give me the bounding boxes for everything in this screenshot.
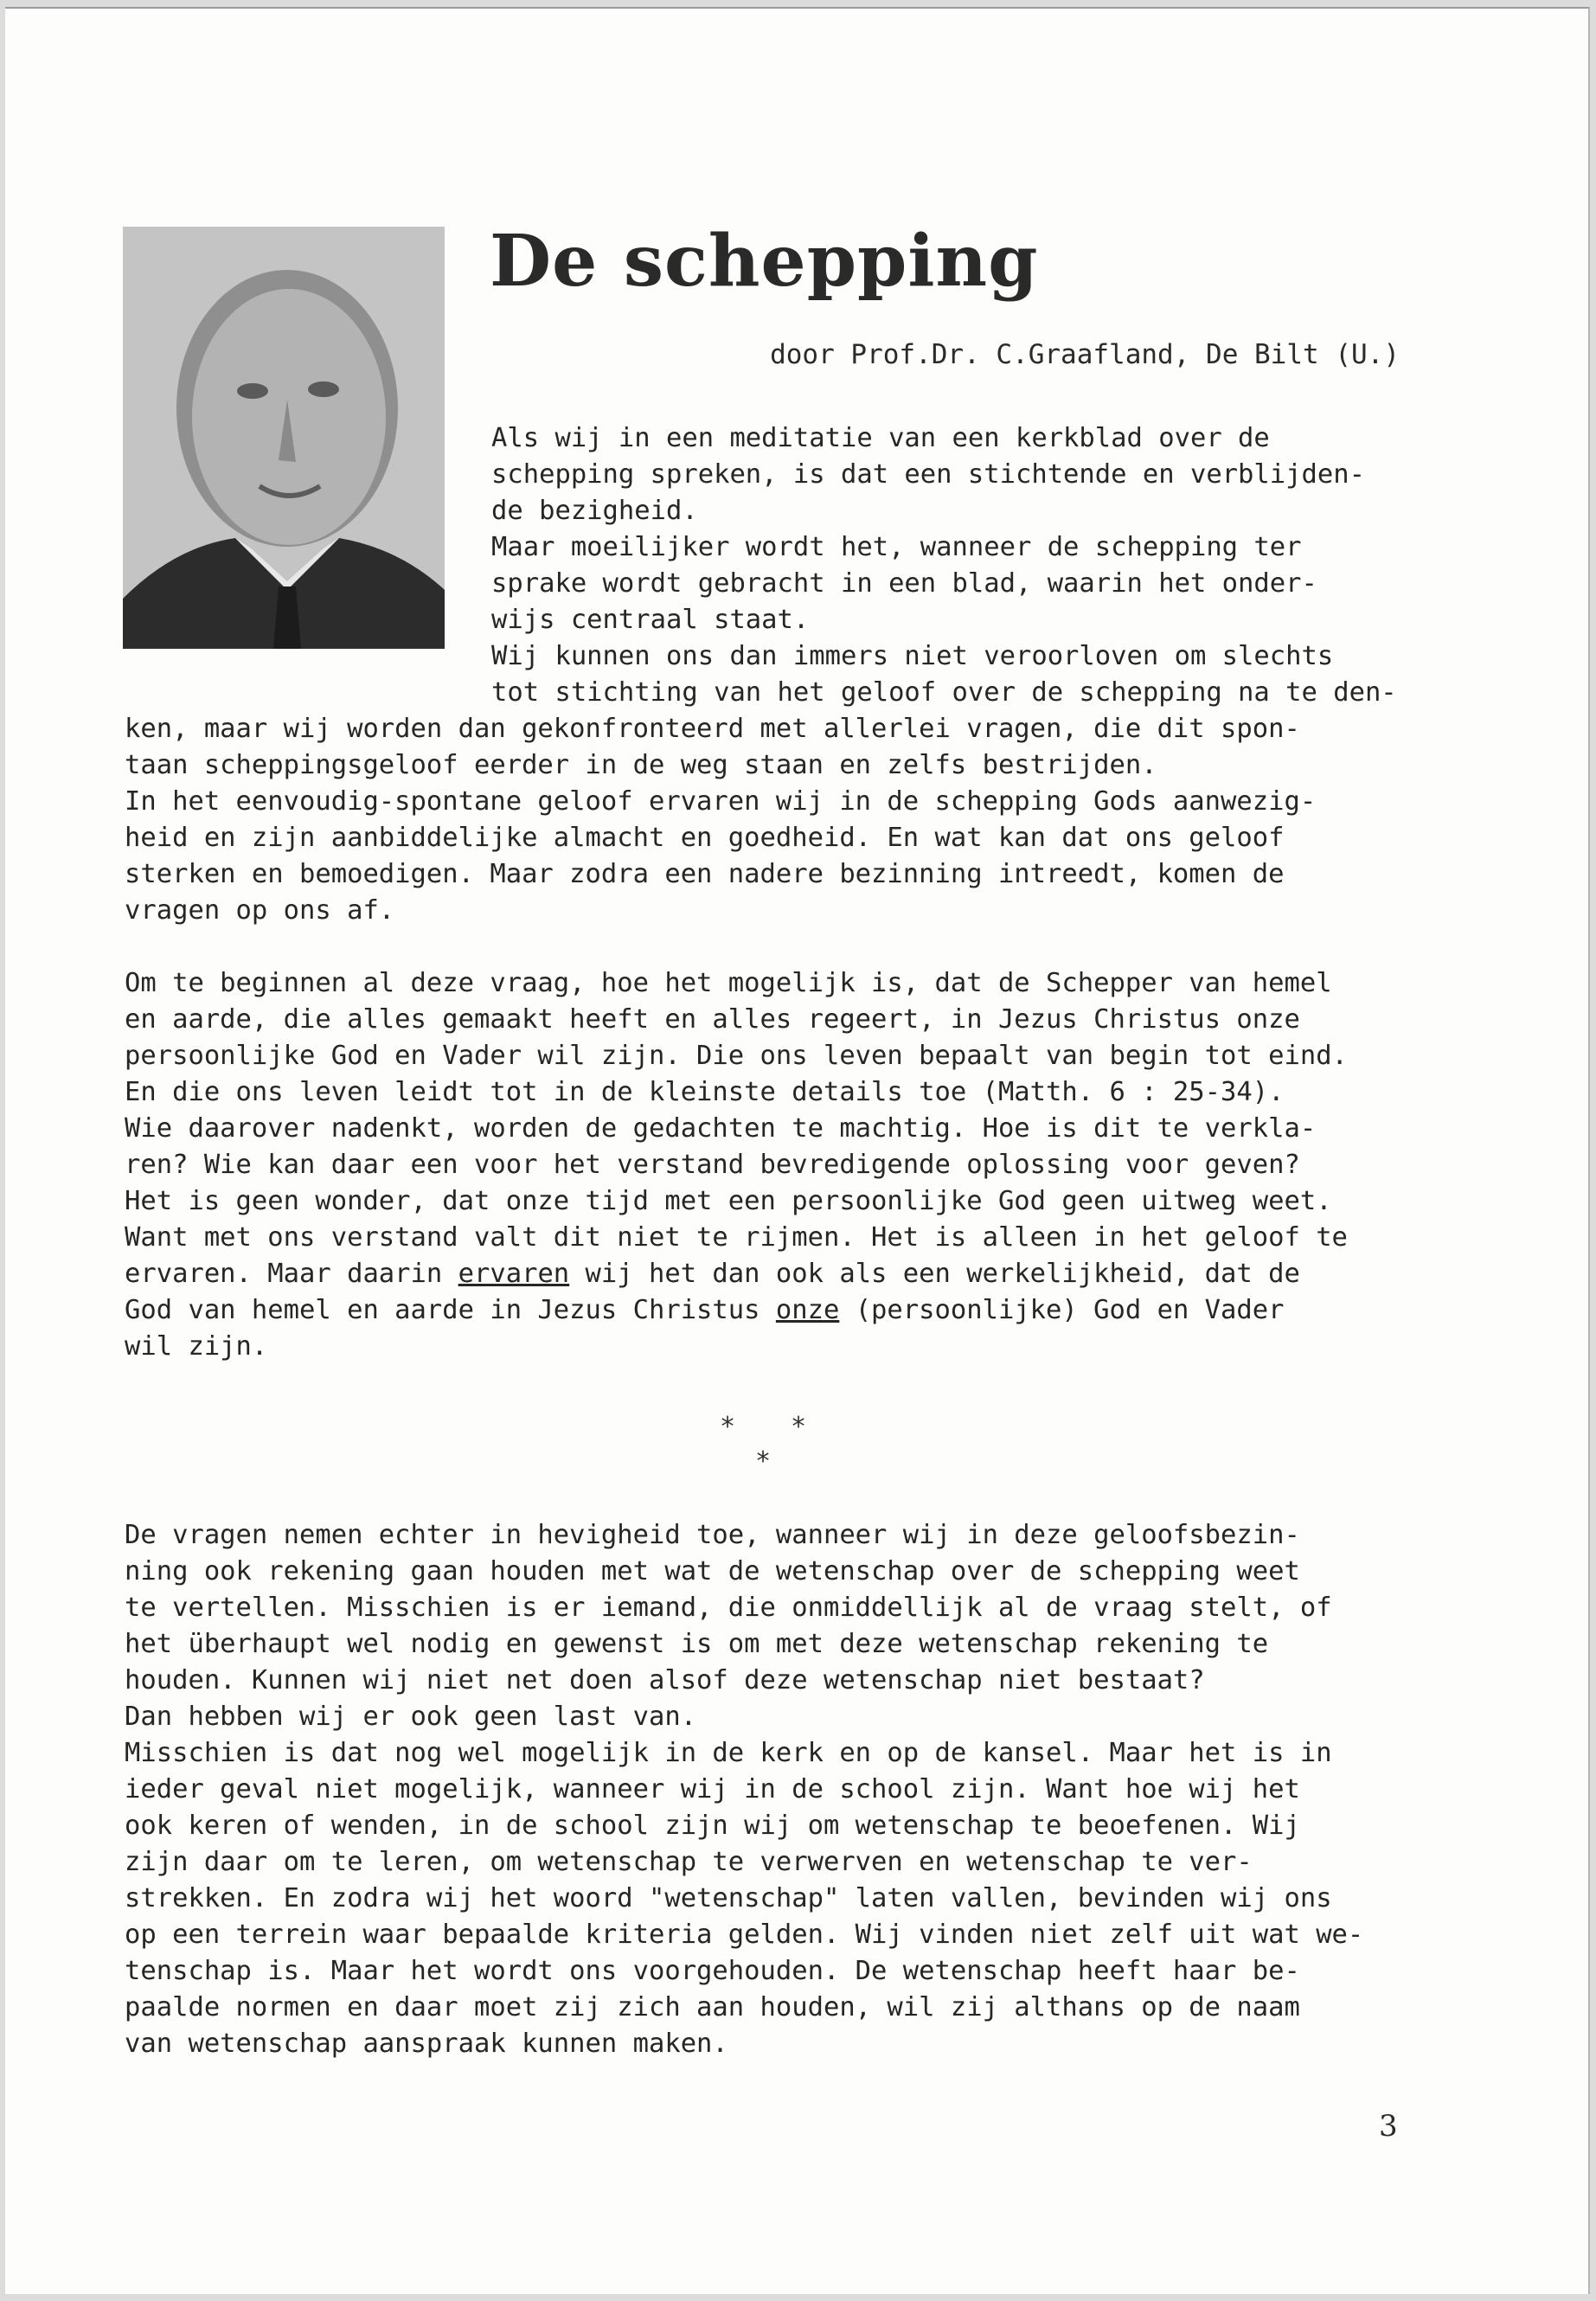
underlined-word: ervaren (458, 1259, 570, 1289)
text-segment: wij het dan ook als een werkelijkheid, dat de (569, 1259, 1300, 1289)
separator-star: * (755, 1446, 772, 1477)
page-number: 3 (1379, 2109, 1398, 2144)
separator-star: * (791, 1412, 807, 1442)
text-line: Wie daarover nadenkt, worden de gedachten te machtig. Hoe is dit te verkla- (125, 1113, 1317, 1144)
text-segment: ervaren. Maar daarin (125, 1259, 458, 1289)
text-line: de bezigheid. (491, 496, 698, 526)
text-line: schepping spreken, is dat een stichtende en verblijden- (491, 459, 1365, 490)
text-line: paalde normen en daar moet zij zich aan houden, wil zij althans op de naam (125, 1992, 1300, 2022)
text-line: strekken. En zodra wij het woord "wetenschap" laten vallen, bevinden wij ons (125, 1883, 1332, 1913)
text-line: heid en zijn aanbiddelijke almacht en goedheid. En wat kan dat ons geloof (125, 823, 1285, 853)
text-line: sterken en bemoedigen. Maar zodra een nadere bezinning intreedt, komen de (125, 859, 1285, 889)
text-segment: (persoonlijke) God en Vader (839, 1295, 1285, 1325)
text-line: ken, maar wij worden dan gekonfronteerd met allerlei vragen, die dit spon- (125, 714, 1300, 744)
text-line: Om te beginnen al deze vraag, hoe het mogelijk is, dat de Schepper van hemel (125, 968, 1332, 998)
text-line: wil zijn. (125, 1331, 268, 1362)
text-line: taan scheppingsgeloof eerder in de weg staan en zelfs bestrijden. (125, 750, 1157, 780)
text-line: op een terrein waar bepaalde kriteria gelden. Wij vinden niet zelf uit wat we- (125, 1920, 1364, 1950)
text-line: sprake wordt gebracht in een blad, waarin het onder- (491, 568, 1317, 599)
text-line: Maar moeilijker wordt het, wanneer de schepping ter (491, 532, 1302, 562)
underlined-word: onze (775, 1295, 840, 1325)
text-line: zijn daar om te leren, om wetenschap te verwerven en wetenschap te ver- (125, 1847, 1253, 1877)
text-line: tenschap is. Maar het wordt ons voorgehouden. De wetenschap heeft haar be- (125, 1956, 1300, 1986)
text-line: en aarde, die alles gemaakt heeft en alles regeert, in Jezus Christus onze (125, 1004, 1300, 1035)
text-line: Als wij in een meditatie van een kerkblad over de (491, 423, 1270, 453)
author-byline: door Prof.Dr. C.Graafland, De Bilt (U.) (770, 339, 1400, 370)
text-line: vragen op ons af. (125, 895, 395, 926)
text-segment: God van hemel en aarde in Jezus Christus (125, 1295, 776, 1325)
text-line: te vertellen. Misschien is er iemand, die onmiddellijk al de vraag stelt, of (125, 1593, 1332, 1623)
article-title: De schepping (490, 220, 1039, 303)
text-line: wijs centraal staat. (491, 605, 810, 635)
text-line: Want met ons verstand valt dit niet te rijmen. Het is alleen in het geloof te (125, 1222, 1348, 1253)
text-line: ook keren of wenden, in de school zijn wij om wetenschap te beoefenen. Wij (125, 1811, 1300, 1841)
text-line: ieder geval niet mogelijk, wanneer wij in de school zijn. Want hoe wij het (125, 1774, 1300, 1804)
text-line: persoonlijke God en Vader wil zijn. Die ons leven bepaalt van begin tot eind. (125, 1041, 1348, 1071)
portrait-icon (123, 227, 445, 649)
document-page (5, 7, 1590, 2294)
text-line: het überhaupt wel nodig en gewenst is om met deze wetenschap rekening te (125, 1629, 1269, 1659)
text-line: Het is geen wonder, dat onze tijd met een persoonlijke God geen uitweg weet. (125, 1186, 1332, 1216)
author-portrait-photo (123, 227, 445, 649)
text-line: Dan hebben wij er ook geen last van. (125, 1702, 697, 1732)
text-line: ning ook rekening gaan houden met wat de wetenschap over de schepping weet (125, 1556, 1300, 1586)
text-line: Misschien is dat nog wel mogelijk in de kerk en op de kansel. Maar het is in (125, 1738, 1332, 1768)
text-line: tot stichting van het geloof over de schepping na te den- (491, 677, 1397, 708)
text-line: De vragen nemen echter in hevigheid toe, wanneer wij in deze geloofsbezin- (125, 1520, 1300, 1550)
text-line (125, 1292, 1284, 1329)
text-line: ren? Wie kan daar een voor het verstand bevredigende oplossing voor geven? (125, 1150, 1300, 1180)
text-line: In het eenvoudig-spontane geloof ervaren wij in de schepping Gods aanwezig- (125, 786, 1317, 817)
text-line: van wetenschap aanspraak kunnen maken. (125, 2029, 728, 2059)
text-line: En die ons leven leidt tot in de kleinste details toe (Matth. 6 : 25-34). (125, 1077, 1285, 1107)
text-line: Wij kunnen ons dan immers niet veroorloven om slechts (491, 641, 1334, 671)
text-line: houden. Kunnen wij niet net doen alsof deze wetenschap niet bestaat? (125, 1665, 1205, 1695)
separator-star: * (720, 1412, 736, 1442)
text-line (125, 1256, 1300, 1292)
